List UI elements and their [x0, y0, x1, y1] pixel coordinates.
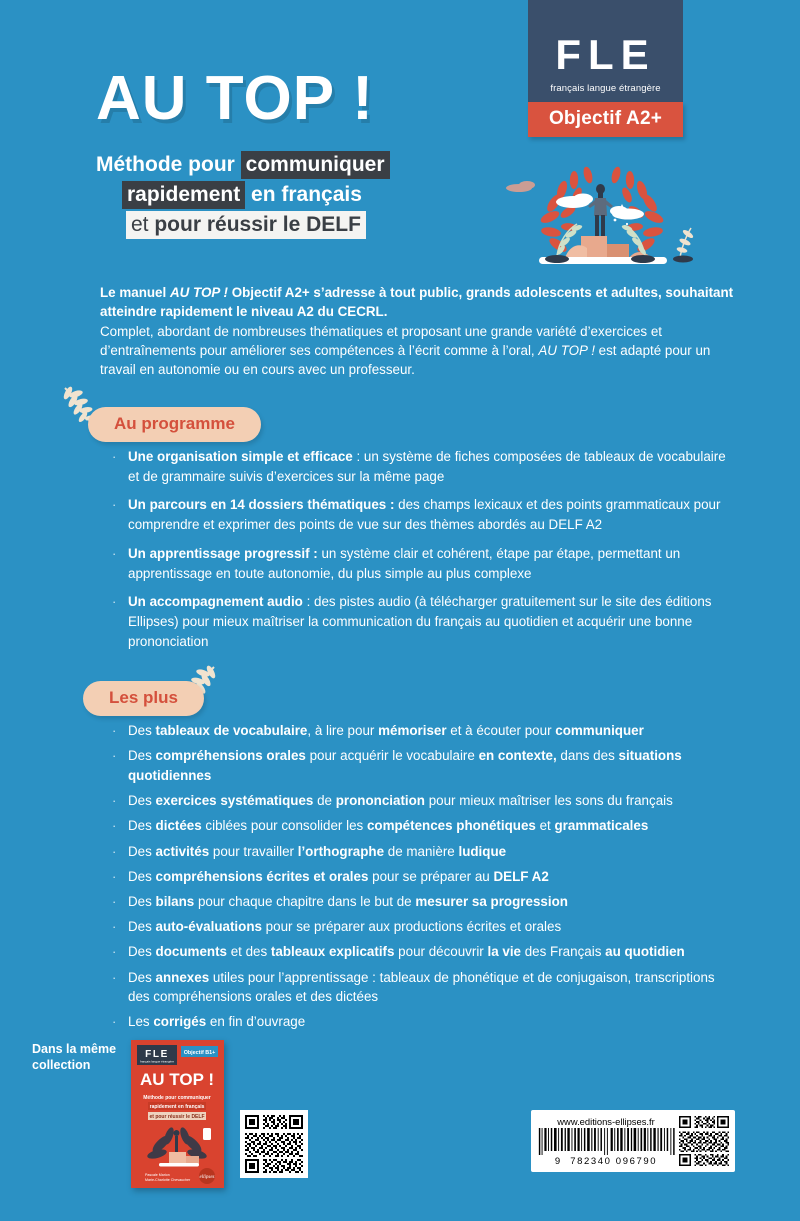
subtitle-line-3 — [96, 210, 516, 240]
intro-paragraph — [100, 283, 735, 379]
svg-text:Méthode pour communiquer: Méthode pour communiquer — [143, 1095, 211, 1101]
bullet-dot-icon: · — [112, 868, 117, 884]
svg-text:rapidement en français: rapidement en français — [149, 1104, 205, 1110]
intro-body-italic: AU TOP ! — [538, 342, 595, 358]
subtitle-highlight-3 — [126, 211, 366, 239]
ean13-bars — [537, 1128, 675, 1155]
objectif-banner: Objectif A2+ — [528, 102, 683, 137]
plus-item-text-1: Des compréhensions orales pour acquérir le vocabulaire en contexte, dans des situations quotidiennes — [128, 748, 682, 783]
subtitle-light-regular: et — [131, 212, 155, 236]
barcode-block — [531, 1110, 735, 1172]
pill-les-plus: Les plus — [83, 681, 204, 716]
programme-item-text-3: Un accompagnement audio : des pistes audio (à télécharger gratuitement sur le site des éditions Ellipses) pour mieux maîtriser la communication du français au quotidien et acquérir une bonne prononciation — [128, 594, 712, 649]
plus-item-text-7: Des auto-évaluations pour se préparer aux productions écrites et orales — [128, 919, 562, 935]
list-item — [112, 867, 734, 887]
plus-item-text-3: Des dictées ciblées pour consolider les compétences phonétiques et grammaticales — [128, 818, 649, 834]
list-item — [112, 746, 734, 785]
plus-item-text-6: Des bilans pour chaque chapitre dans le but de mesurer sa progression — [128, 893, 568, 909]
bullet-dot-icon: · — [112, 893, 117, 909]
list-item — [112, 942, 734, 962]
svg-text:AU TOP !: AU TOP ! — [140, 1070, 214, 1089]
section-header-plus — [83, 681, 204, 716]
barcode-left — [537, 1116, 675, 1167]
list-item — [112, 816, 734, 836]
svg-text:ellipses: ellipses — [199, 1175, 215, 1180]
list-item — [112, 721, 734, 741]
bullet-dot-icon: · — [112, 748, 117, 764]
intro-lead — [100, 283, 735, 322]
publisher-url: www.editions-ellipses.fr — [557, 1115, 655, 1127]
list-item — [112, 544, 734, 583]
svg-text:Objectif B1+: Objectif B1+ — [183, 1050, 216, 1056]
intro-body-2: est adapté pour un travail en autonomie ou en cours avec un professeur. — [100, 342, 711, 378]
bullet-dot-icon: · — [112, 919, 117, 935]
fle-subtitle: français langue étrangère — [550, 83, 661, 94]
subtitle-light-bold: pour réussir le DELF — [154, 212, 361, 236]
bullet-dot-icon: · — [112, 843, 117, 859]
pill-au-programme: Au programme — [88, 407, 261, 442]
subtitle-line-2 — [96, 180, 516, 210]
list-item — [112, 968, 734, 1007]
bullet-dot-icon: · — [112, 793, 117, 809]
plus-item-text-5: Des compréhensions écrites et orales pour se préparer au DELF A2 — [128, 868, 549, 884]
svg-text:français langue étrangère: français langue étrangère — [139, 1059, 175, 1064]
intro-lead-prefix: Le manuel — [100, 285, 170, 300]
subtitle-plain-2: en français — [245, 182, 362, 206]
plus-item-text-9: Des annexes utiles pour l’apprentissage : tableaux de phonétique et de conjugaison, transcriptions des compréhensions orales et des dictées — [128, 969, 715, 1005]
plus-list — [112, 721, 734, 1038]
bullet-dot-icon: · — [112, 449, 117, 464]
list-item — [112, 1012, 734, 1032]
bullet-dot-icon: · — [112, 723, 117, 738]
collection-label: Dans la même collection — [32, 1042, 117, 1073]
intro-body — [100, 322, 735, 380]
fle-badge — [528, 0, 683, 137]
book-title: AU TOP ! — [96, 64, 374, 133]
subtitle-highlight-1: communiquer — [241, 151, 390, 179]
ean13-number — [555, 1156, 657, 1167]
list-item — [112, 791, 734, 811]
intro-body-1: Complet, abordant de nombreuses thématiques et proposant une grande variété d’exercices et d’entraînements pour améliorer ses compétences à l’écrit comme à l’oral, — [100, 323, 663, 358]
bullet-dot-icon: · — [112, 944, 117, 960]
bullet-dot-icon: · — [112, 545, 117, 561]
fle-letters: FLE — [555, 31, 656, 78]
list-item — [112, 892, 734, 912]
subtitle-highlight-2: rapidement — [122, 181, 245, 209]
title-block — [96, 64, 516, 239]
podium-illustration — [495, 158, 710, 278]
book-subtitle — [96, 150, 516, 239]
bullet-dot-icon: · — [112, 594, 117, 610]
intro-lead-rest: Objectif A2+ s’adresse à tout public, grands adolescents et adultes, souhaitant atteindre rapidement le niveau A2 du CECRL. — [100, 285, 734, 320]
bullet-dot-icon: · — [112, 497, 117, 513]
fle-box — [528, 0, 683, 102]
subtitle-plain-1: Méthode pour — [96, 153, 241, 176]
collection-thumbnail[interactable] — [131, 1040, 224, 1188]
list-item — [112, 447, 734, 486]
plus-item-text-10: Les corrigés en fin d’ouvrage — [128, 1014, 306, 1030]
ean-prefix: 9 — [554, 1155, 562, 1167]
svg-text:Marie-Charlotte Chevaucher: Marie-Charlotte Chevaucher — [145, 1178, 191, 1182]
ean-digits: 782340 096790 — [570, 1155, 658, 1167]
qr-code-standalone[interactable] — [240, 1110, 308, 1178]
bullet-dot-icon: · — [112, 969, 117, 985]
plus-item-text-4: Des activités pour travailler l’orthographe de manière ludique — [128, 843, 507, 859]
list-item — [112, 495, 734, 534]
plus-item-text-8: Des documents et des tableaux explicatifs pour découvrir la vie des Français au quotidien — [128, 944, 685, 960]
plus-item-text-0: Des tableaux de vocabulaire, à lire pour mémoriser et à écouter pour communiquer — [128, 723, 644, 738]
bullet-dot-icon: · — [112, 1014, 117, 1030]
programme-item-text-1: Un parcours en 14 dossiers thématiques : des champs lexicaux et des points grammaticaux pour comprendre et exprimer des points de vue sur des thèmes abordés au DELF A2 — [128, 497, 721, 533]
svg-text:et pour réussir le DELF: et pour réussir le DELF — [149, 1114, 205, 1120]
bullet-dot-icon: · — [112, 818, 117, 834]
svg-text:FLE: FLE — [145, 1049, 169, 1060]
list-item — [112, 917, 734, 937]
svg-text:Pascale Marion: Pascale Marion — [145, 1173, 170, 1177]
subtitle-line-1 — [96, 150, 516, 180]
section-header-programme — [88, 407, 261, 442]
programme-item-text-0: Une organisation simple et efficace : un système de fiches composées de tableaux de vocabulaire et de grammaire suivis d’exercices sur la même page — [128, 449, 726, 484]
plus-item-text-2: Des exercices systématiques de prononciation pour mieux maîtriser les sons du français — [128, 793, 673, 809]
list-item — [112, 592, 734, 651]
intro-lead-italic: AU TOP ! — [169, 285, 228, 300]
qr-code-barcode-block[interactable] — [679, 1116, 729, 1166]
programme-list — [112, 447, 734, 660]
list-item — [112, 842, 734, 862]
programme-item-text-2: Un apprentissage progressif : un système clair et cohérent, étape par étape, permettant un apprentissage en toute autonomie, du plus simple au plus complexe — [128, 545, 681, 581]
